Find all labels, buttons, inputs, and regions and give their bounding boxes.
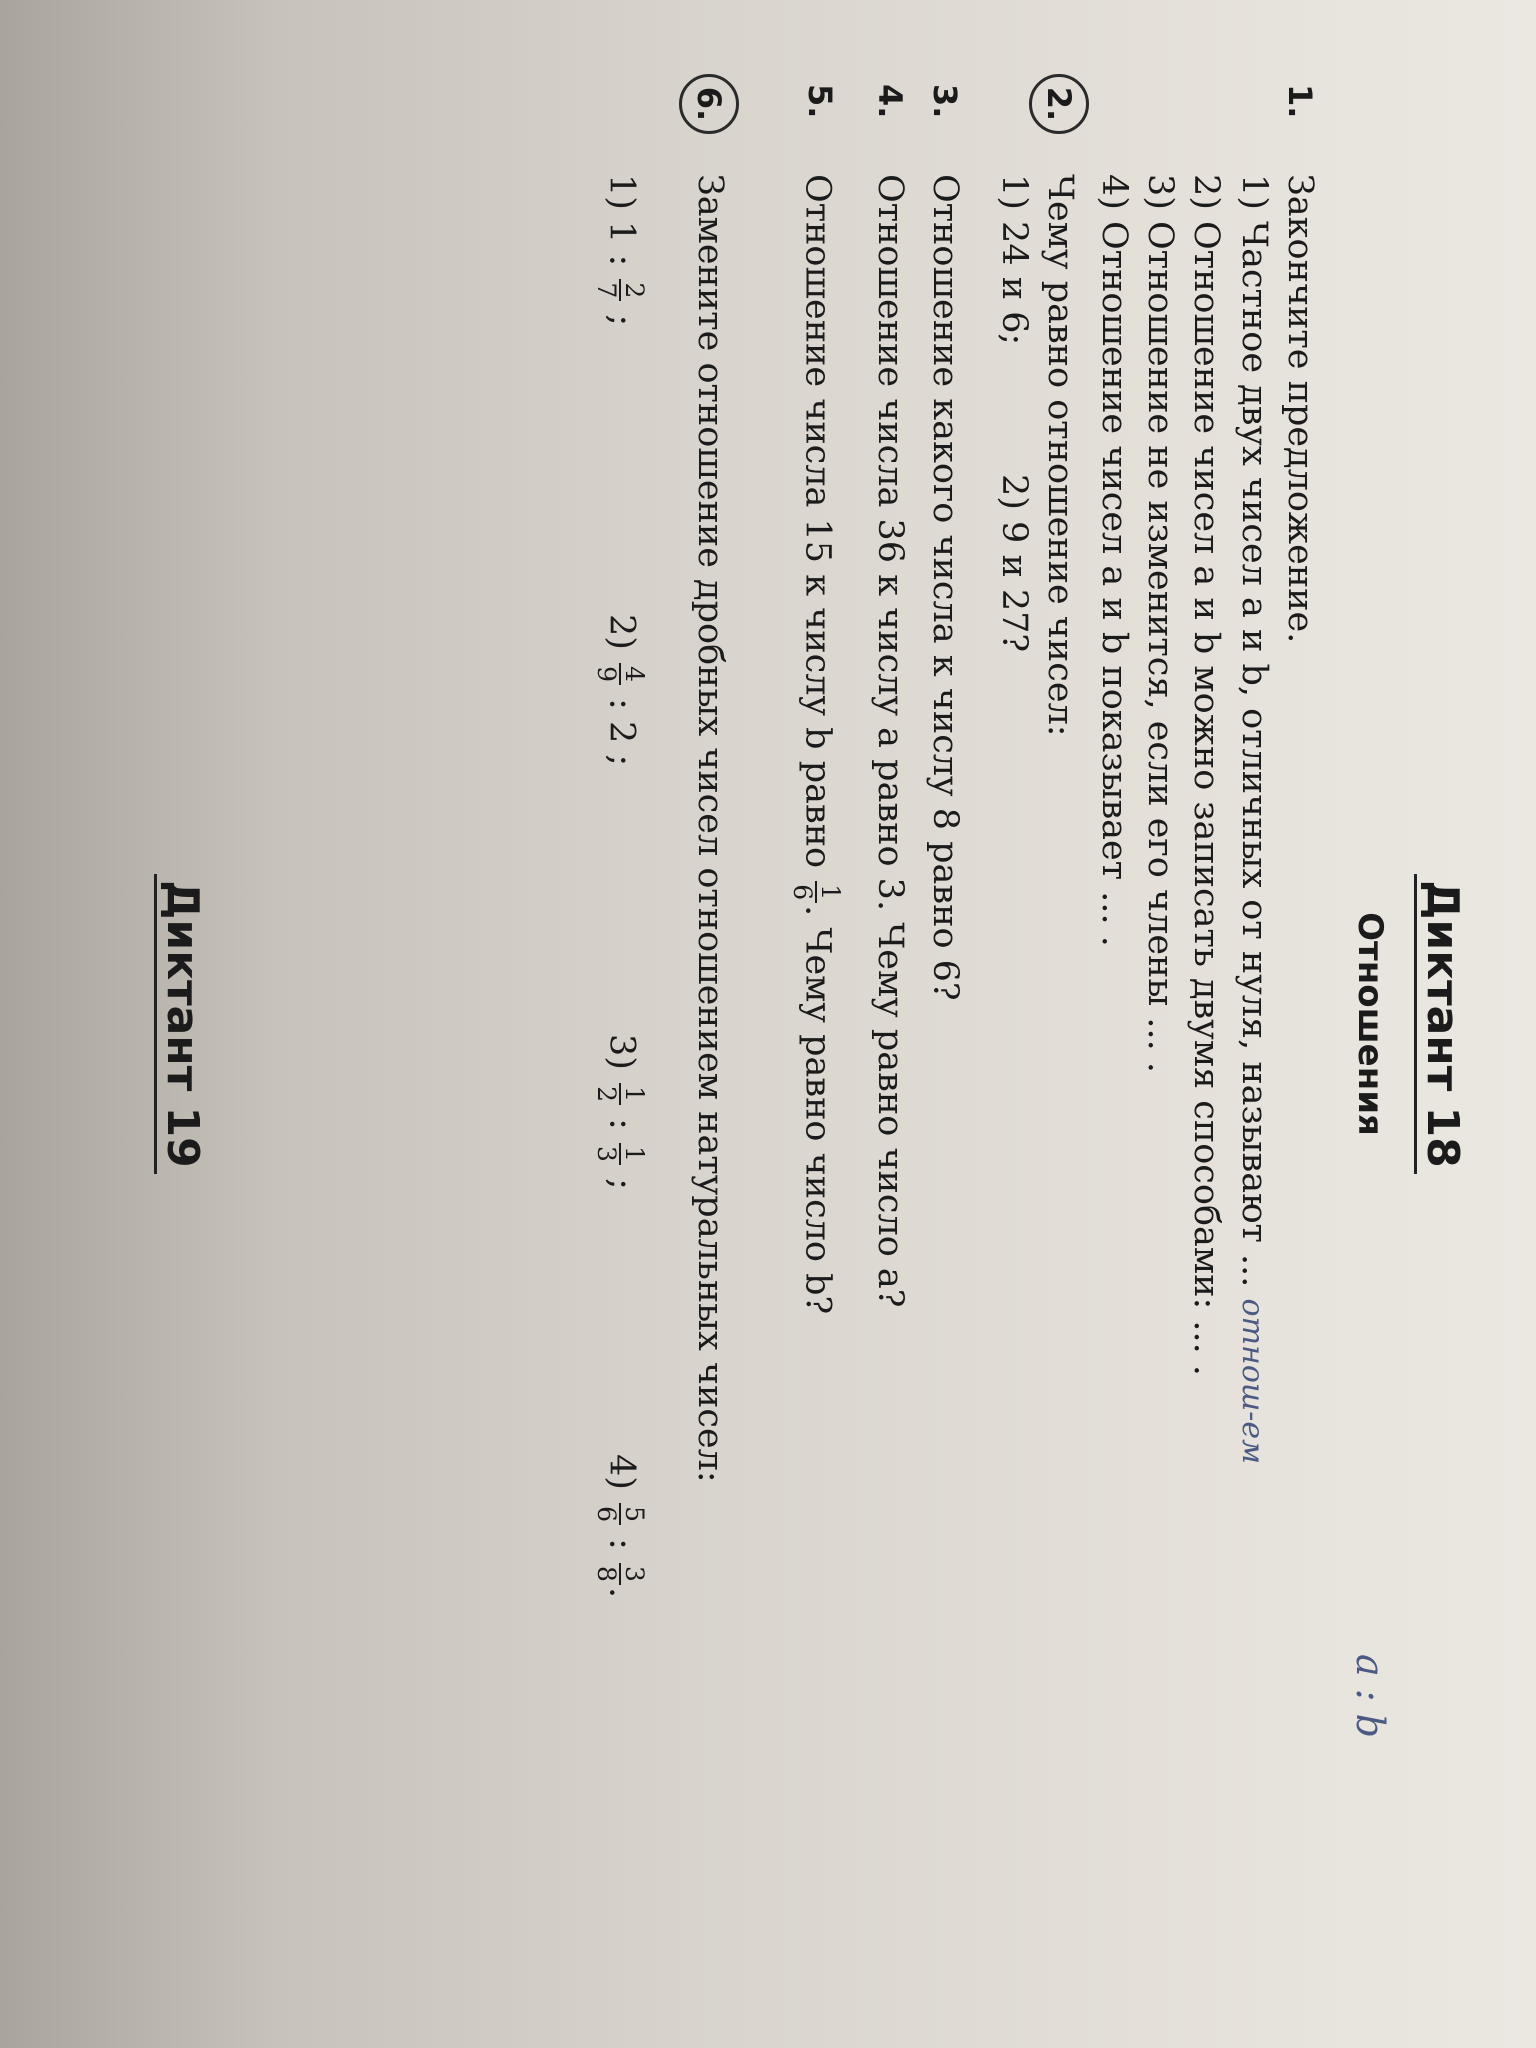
option: 1) 24 и 6; <box>994 174 1034 346</box>
task-text: Чему равно отношение чисел: <box>1040 174 1080 737</box>
task-line: 3) Отношение не изменится, если его члены ... . <box>1140 174 1180 1073</box>
task-text: Замените отношение дробных чисел отношением натуральных чисел: <box>690 174 730 1483</box>
fraction: 1 6 <box>789 881 843 903</box>
task-6 <box>593 84 733 1984</box>
answer-options <box>593 174 647 1984</box>
task-line: 2) Отношение чисел a и b можно записать двумя способами: ... . <box>1186 174 1226 1376</box>
option-3: 3) 1 2 : 1 3 ; <box>592 1034 649 1190</box>
next-dictation-title: Диктант 19 <box>157 24 208 2024</box>
task-2 <box>991 84 1083 1984</box>
option-4: 4) 5 6 : 3 8 . <box>592 1454 649 1599</box>
task-text: Отношение числа 36 к числу a равно 3. Чему равно число a? <box>870 174 910 1308</box>
task-3 <box>922 84 968 1984</box>
option-2: 2) 4 9 : 2 ; <box>592 614 649 767</box>
task-number-circled: 6. <box>679 74 739 134</box>
answer-options <box>991 174 1037 1984</box>
task-number: 4. <box>871 84 909 119</box>
task-text: Закончите предложение. <box>1280 174 1320 644</box>
handwritten-note: a : b <box>1348 1654 1392 1738</box>
task-number: 3. <box>926 84 964 119</box>
task-number: 1. <box>1281 84 1319 119</box>
option: 2) 9 и 27? <box>994 474 1034 653</box>
task-number-circled: 2. <box>1029 74 1089 134</box>
task-text: Отношение какого числа к числу 8 равно 6? <box>925 174 965 1001</box>
task-line: 1) Частное двух чисел a и b, отличных от нуля, называют ... отнош-ем <box>1234 174 1274 1465</box>
section-subtitle: Отношения <box>1350 912 1390 1136</box>
task-line: 4) Отношение чисел a и b показывает ... . <box>1094 174 1134 947</box>
task-5 <box>789 84 843 1984</box>
dictation-title: Диктант 18 <box>1417 24 1468 2024</box>
task-4 <box>867 84 913 1984</box>
option-1: 1) 1 : 2 7 ; <box>592 174 649 327</box>
task-text: Отношение числа 15 к числу b равно 1 6 . Чему равно число b? <box>788 174 845 1315</box>
worksheet-page <box>28 24 1508 2024</box>
task-number: 5. <box>801 84 839 119</box>
handwritten-answer: отнош-ем <box>1235 1298 1270 1465</box>
